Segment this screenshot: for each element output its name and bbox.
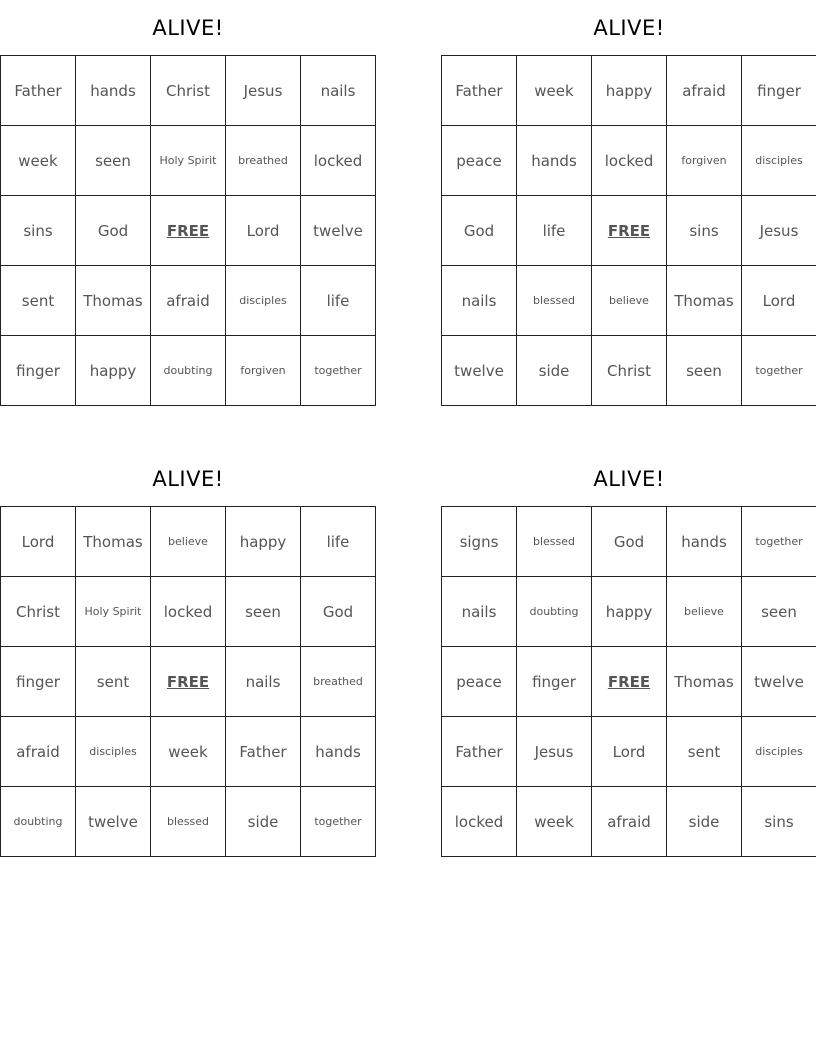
bingo-cell: Jesus [226, 56, 301, 126]
bingo-cell: together [742, 336, 816, 406]
bingo-cell: disciples [742, 717, 816, 787]
bingo-cell: hands [517, 126, 592, 196]
bingo-card-1 [0, 14, 376, 406]
bingo-cell: week [517, 787, 592, 857]
bingo-cell: believe [151, 507, 226, 577]
free-space-cell: FREE [151, 196, 226, 266]
bingo-grid [0, 506, 376, 857]
card-title: ALIVE! [593, 16, 665, 40]
bingo-cell: disciples [742, 126, 816, 196]
bingo-cell: forgiven [226, 336, 301, 406]
bingo-cell: peace [442, 126, 517, 196]
bingo-cell: Christ [151, 56, 226, 126]
bingo-cell: twelve [442, 336, 517, 406]
bingo-cell: blessed [517, 507, 592, 577]
bingo-cell: doubting [151, 336, 226, 406]
bingo-cell: signs [442, 507, 517, 577]
bingo-cell: Lord [592, 717, 667, 787]
bingo-cell: sins [667, 196, 742, 266]
bingo-cell: happy [592, 56, 667, 126]
bingo-cell: Thomas [667, 266, 742, 336]
bingo-cell: blessed [151, 787, 226, 857]
bingo-cell: happy [76, 336, 151, 406]
bingo-grid [441, 506, 816, 857]
bingo-cell: breathed [301, 647, 376, 717]
bingo-cell: afraid [667, 56, 742, 126]
bingo-cell: happy [592, 577, 667, 647]
bingo-cell: twelve [742, 647, 816, 717]
bingo-cell: Father [442, 56, 517, 126]
bingo-cell: Lord [226, 196, 301, 266]
bingo-cell: side [226, 787, 301, 857]
bingo-cell: afraid [592, 787, 667, 857]
bingo-cell: together [742, 507, 816, 577]
bingo-cell: life [301, 507, 376, 577]
bingo-card-2 [441, 14, 816, 406]
bingo-cell: Lord [1, 507, 76, 577]
bingo-cell: week [151, 717, 226, 787]
bingo-cell: finger [1, 336, 76, 406]
bingo-cell: God [442, 196, 517, 266]
bingo-cell: peace [442, 647, 517, 717]
bingo-cell: Father [442, 717, 517, 787]
bingo-cell: nails [301, 56, 376, 126]
bingo-cell: locked [592, 126, 667, 196]
bingo-cell: Lord [742, 266, 816, 336]
free-space-cell: FREE [151, 647, 226, 717]
bingo-cell: Thomas [76, 266, 151, 336]
bingo-cell: together [301, 336, 376, 406]
bingo-cell: finger [517, 647, 592, 717]
bingo-cell: nails [442, 266, 517, 336]
bingo-cell: hands [301, 717, 376, 787]
card-title: ALIVE! [593, 467, 665, 491]
bingo-cell: finger [742, 56, 816, 126]
bingo-cell: locked [442, 787, 517, 857]
bingo-cell: finger [1, 647, 76, 717]
bingo-cell: nails [226, 647, 301, 717]
bingo-cell: life [517, 196, 592, 266]
bingo-cell: Christ [592, 336, 667, 406]
bingo-cell: Jesus [742, 196, 816, 266]
bingo-cell: hands [667, 507, 742, 577]
bingo-cell: disciples [226, 266, 301, 336]
free-space-cell: FREE [592, 196, 667, 266]
bingo-cell: side [667, 787, 742, 857]
bingo-cell: Thomas [667, 647, 742, 717]
free-space-cell: FREE [592, 647, 667, 717]
bingo-cell: seen [742, 577, 816, 647]
bingo-card-3 [0, 465, 376, 857]
bingo-cell: week [517, 56, 592, 126]
bingo-cell: twelve [76, 787, 151, 857]
bingo-cell: side [517, 336, 592, 406]
card-title: ALIVE! [152, 467, 224, 491]
bingo-cell: together [301, 787, 376, 857]
bingo-cell: sins [742, 787, 816, 857]
bingo-card-4 [441, 465, 816, 857]
bingo-cell: sent [667, 717, 742, 787]
bingo-cell: afraid [151, 266, 226, 336]
bingo-cell: twelve [301, 196, 376, 266]
bingo-cell: seen [226, 577, 301, 647]
bingo-cell: life [301, 266, 376, 336]
bingo-cell: God [592, 507, 667, 577]
bingo-cell: doubting [517, 577, 592, 647]
card-title: ALIVE! [152, 16, 224, 40]
bingo-cell: locked [301, 126, 376, 196]
bingo-cell: God [76, 196, 151, 266]
bingo-cell: Father [226, 717, 301, 787]
bingo-cell: God [301, 577, 376, 647]
bingo-cell: hands [76, 56, 151, 126]
bingo-cell: believe [667, 577, 742, 647]
bingo-cell: sent [1, 266, 76, 336]
bingo-cell: disciples [76, 717, 151, 787]
bingo-cell: forgiven [667, 126, 742, 196]
bingo-cell: locked [151, 577, 226, 647]
bingo-cell: doubting [1, 787, 76, 857]
bingo-cell: happy [226, 507, 301, 577]
bingo-cell: week [1, 126, 76, 196]
bingo-cell: Father [1, 56, 76, 126]
bingo-cell: blessed [517, 266, 592, 336]
bingo-cell: seen [667, 336, 742, 406]
bingo-cell: breathed [226, 126, 301, 196]
bingo-cell: seen [76, 126, 151, 196]
bingo-cell: sins [1, 196, 76, 266]
bingo-cell: believe [592, 266, 667, 336]
bingo-cell: Holy Spirit [76, 577, 151, 647]
bingo-grid [0, 55, 376, 406]
bingo-cell: Thomas [76, 507, 151, 577]
bingo-cell: Christ [1, 577, 76, 647]
bingo-cell: Holy Spirit [151, 126, 226, 196]
bingo-cell: nails [442, 577, 517, 647]
bingo-grid [441, 55, 816, 406]
bingo-cell: Jesus [517, 717, 592, 787]
bingo-cell: sent [76, 647, 151, 717]
bingo-cell: afraid [1, 717, 76, 787]
